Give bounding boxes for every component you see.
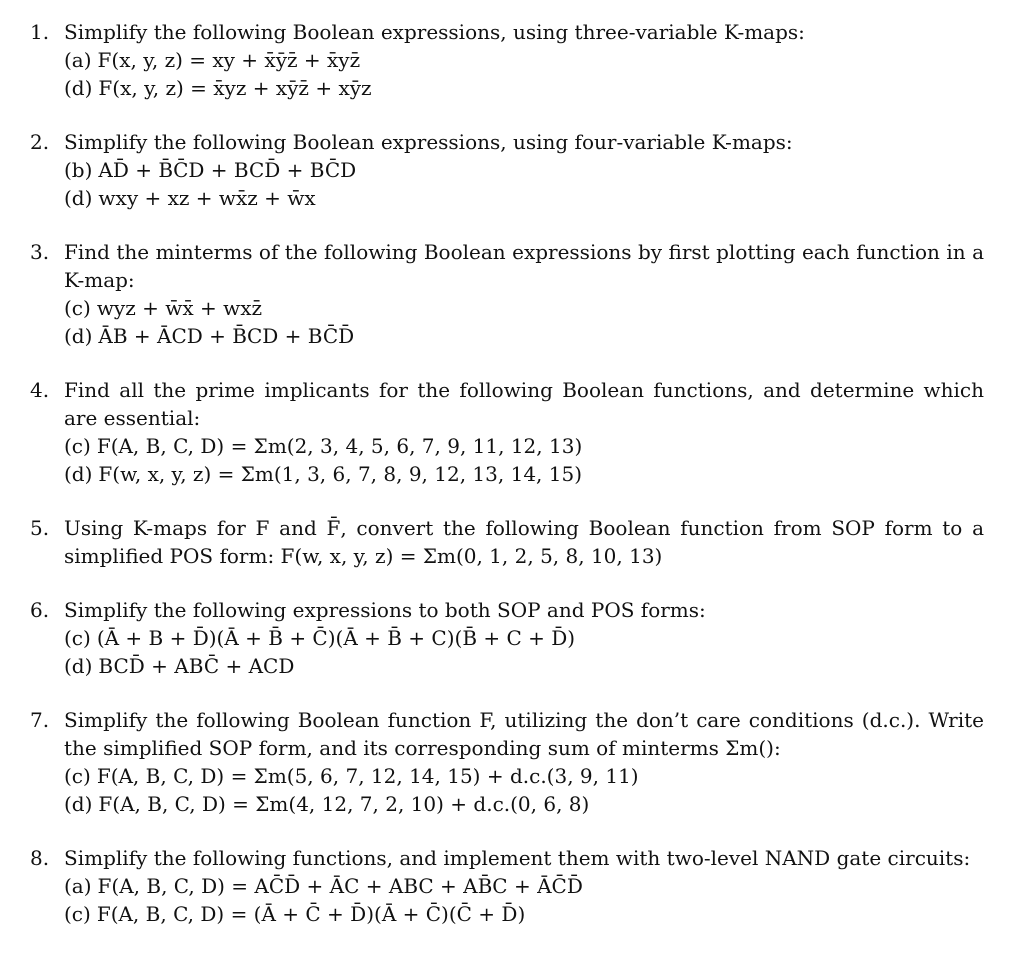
problem-prompt: Simplify the following functions, and implement them with two-level NAND gate circuits: [64, 846, 971, 870]
part-label: (c) [64, 764, 91, 788]
problem-prompt: Simplify the following expressions to both SOP and POS forms: [64, 598, 706, 622]
problem-prompt: Simplify the following Boolean expressions, using three-variable K-maps: [64, 20, 805, 44]
problem-5 [30, 514, 984, 570]
problem-number: 3. [30, 240, 50, 264]
problem-part [64, 432, 984, 460]
part-label: (d) [64, 186, 93, 210]
problem-part [64, 322, 984, 350]
problem-1 [30, 18, 984, 102]
part-expression: wxy + xz + wx̄z + w̄x [98, 186, 316, 210]
problem-7 [30, 706, 984, 818]
problem-6 [30, 596, 984, 680]
part-label: (b) [64, 158, 93, 182]
problem-number: 1. [30, 20, 50, 44]
problem-number: 8. [30, 846, 50, 870]
part-expression: F(A, B, C, D) = Σm(4, 12, 7, 2, 10) + d.c.(0, 6, 8) [98, 792, 590, 816]
part-label: (a) [64, 874, 92, 898]
part-label: (c) [64, 902, 91, 926]
problem-part [64, 460, 984, 488]
problem-part [64, 74, 984, 102]
part-expression: wyz + w̄x̄ + wxz̄ [96, 296, 263, 320]
part-expression: F(x, y, z) = x̄yz + xȳz̄ + xȳz [98, 76, 372, 100]
part-label: (a) [64, 48, 92, 72]
part-label: (c) [64, 626, 91, 650]
part-expression: BCD̄ + ABC̄ + ACD [98, 654, 295, 678]
part-expression: F(A, B, C, D) = Σm(5, 6, 7, 12, 14, 15) + d.c.(3, 9, 11) [96, 764, 639, 788]
part-label: (c) [64, 434, 91, 458]
problem-number: 2. [30, 130, 50, 154]
problem-prompt: Simplify the following Boolean function F, utilizing the don’t care conditions (d.c.). Write the simplified SOP form, and its corresponding sum of minterms Σm(): [64, 708, 984, 760]
part-label: (c) [64, 296, 91, 320]
problem-4 [30, 376, 984, 488]
problem-number: 5. [30, 516, 50, 540]
problem-part [64, 652, 984, 680]
problem-part [64, 790, 984, 818]
problem-number: 6. [30, 598, 50, 622]
part-expression: F(A, B, C, D) = AC̄D̄ + ĀC + ABC + AB̄C + ĀC̄D̄ [97, 874, 583, 898]
problem-part [64, 872, 984, 900]
part-expression: F(w, x, y, z) = Σm(1, 3, 6, 7, 8, 9, 12, 13, 14, 15) [98, 462, 583, 486]
part-label: (d) [64, 324, 93, 348]
problem-2 [30, 128, 984, 212]
problem-number: 4. [30, 378, 50, 402]
problem-prompt: Simplify the following Boolean expressions, using four-variable K-maps: [64, 130, 793, 154]
problem-3 [30, 238, 984, 350]
problem-prompt: Find all the prime implicants for the following Boolean functions, and determine which are essential: [64, 378, 984, 430]
problem-number: 7. [30, 708, 50, 732]
problem-part [64, 900, 984, 928]
problem-part [64, 156, 984, 184]
problem-prompt: Find the minterms of the following Boolean expressions by first plotting each function in a K-map: [64, 240, 984, 292]
part-expression: F(A, B, C, D) = Σm(2, 3, 4, 5, 6, 7, 9, 11, 12, 13) [96, 434, 583, 458]
part-expression: F(A, B, C, D) = (Ā + C̄ + D̄)(Ā + C̄)(C̄ + D̄) [96, 902, 526, 926]
part-label: (d) [64, 792, 93, 816]
problem-part [64, 46, 984, 74]
part-expression: ĀB + ĀCD + B̄CD + BC̄D̄ [98, 324, 355, 348]
part-label: (d) [64, 654, 93, 678]
part-label: (d) [64, 76, 93, 100]
part-expression: AD̄ + B̄C̄D + BCD̄ + BC̄D [98, 158, 357, 182]
part-label: (d) [64, 462, 93, 486]
problem-part [64, 184, 984, 212]
problem-part [64, 294, 984, 322]
problem-prompt: Using K-maps for F and F̄, convert the following Boolean function from SOP form to a simplified POS form: F(w, x, y, z) = Σm(0, 1, 2, 5, 8, 10, 13) [64, 516, 984, 568]
part-expression: F(x, y, z) = xy + x̄ȳz̄ + x̄yz̄ [97, 48, 361, 72]
problem-part [64, 762, 984, 790]
part-expression: (Ā + B + D̄)(Ā + B̄ + C̄)(Ā + B̄ + C)(B̄ + C + D̄) [96, 626, 576, 650]
problem-part [64, 624, 984, 652]
problem-8 [30, 844, 984, 928]
